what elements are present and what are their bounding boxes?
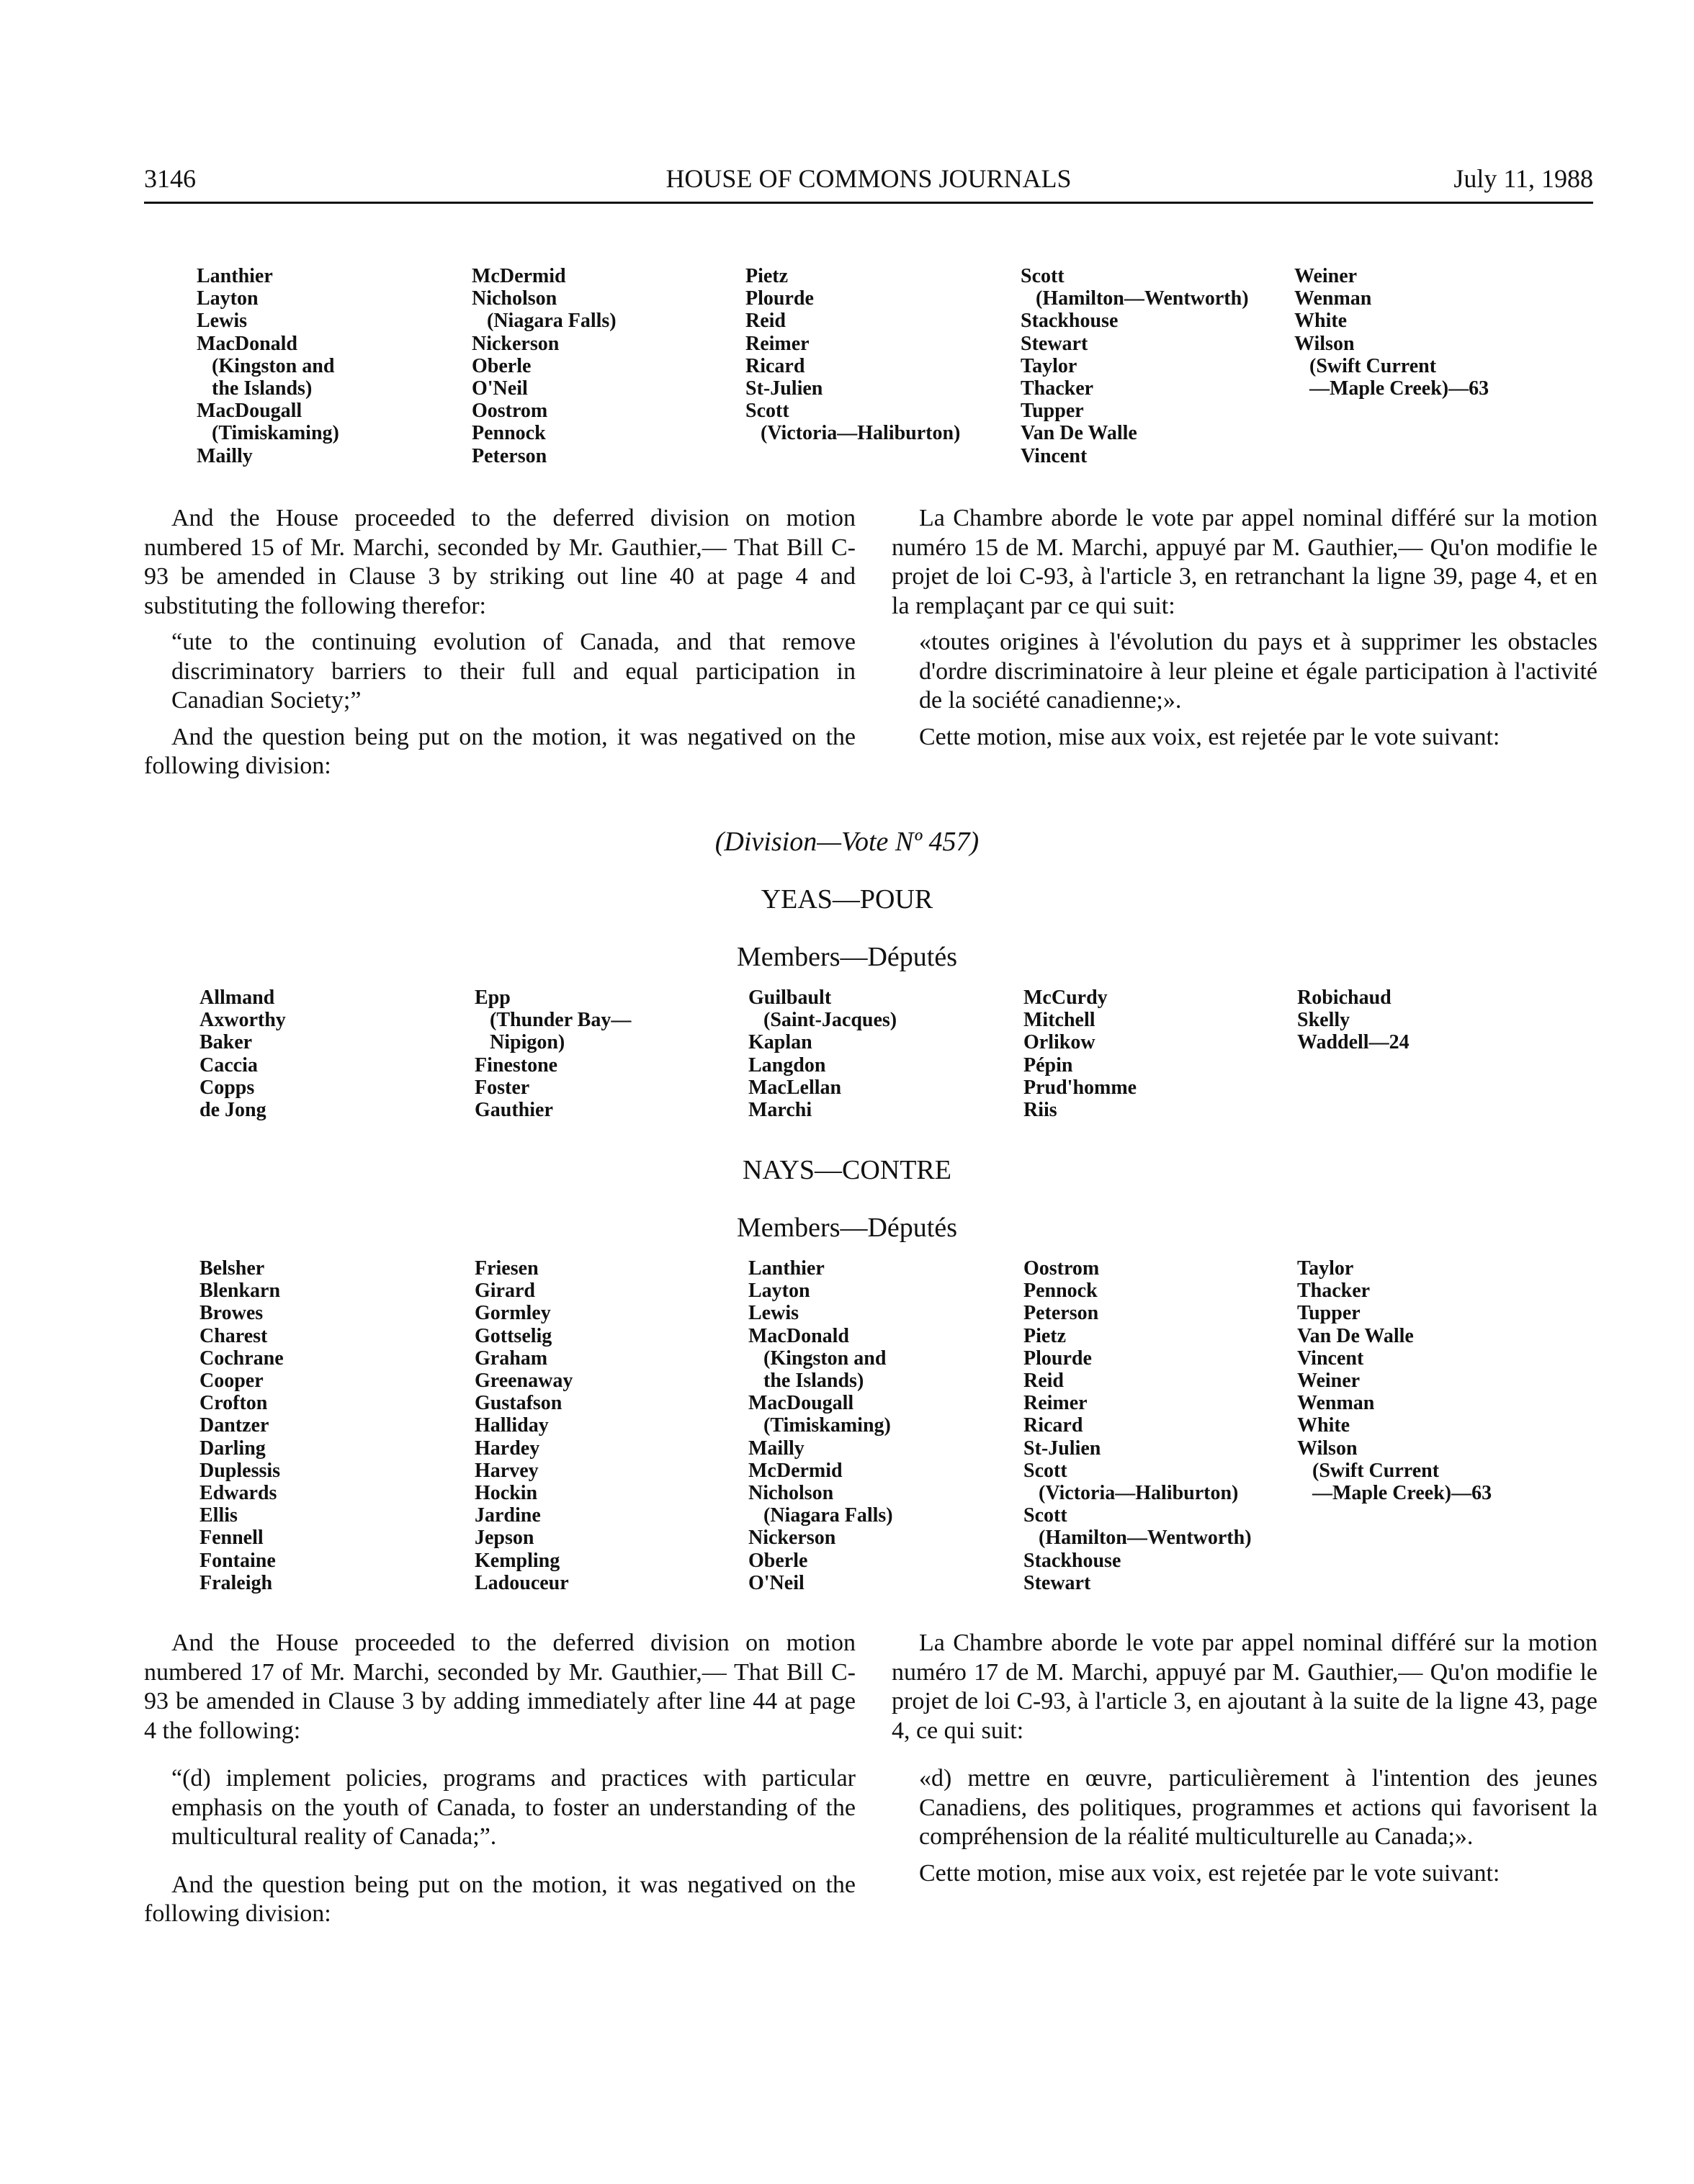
motion-quote: «d) mettre en œuvre, particulièrement à l'intention des jeunes Canadiens, des politiques, programmes et actions qui favorisent la compréhension de la réalité multiculturelle au Canada;». — [919, 1765, 1597, 1850]
motion-intro: La Chambre aborde le vote par appel nominal différé sur la motion numéro 15 de M. Marchi, appuyé par M. Gauthier,— Qu'on modifie le projet de loi C-93, à l'article 3, en retranchant la ligne 39, page 4, et en la remplaçant par ce qui suit: — [892, 505, 1597, 619]
page-number: 3146 — [144, 164, 196, 193]
name-column: Epp (Thunder Bay— Nipigon) Finestone Foster Gauthier — [475, 987, 632, 1122]
page-date: July 11, 1988 — [1453, 164, 1593, 193]
members-heading: Members—Députés — [736, 1213, 958, 1243]
journal-title: HOUSE OF COMMONS JOURNALS — [666, 164, 1072, 193]
motion-quote: «toutes origines à l'évolution du pays et à supprimer les obstacles d'ordre discriminatoire à leur pleine et égale participation à l'activité de la société canadienne;». — [919, 629, 1597, 714]
motion-result: And the question being put on the motion, it was negatived on the following division: — [144, 723, 856, 779]
name-column: Lanthier Layton Lewis MacDonald (Kingston and the Islands) MacDougall (Timiskaming) Mailly — [197, 265, 339, 467]
carryover-name-list — [197, 265, 1525, 467]
header-rule — [144, 202, 1593, 204]
nays-heading: NAYS—CONTRE — [743, 1155, 951, 1185]
name-column: McCurdy Mitchell Orlikow Pépin Prud'homme Riis — [1023, 987, 1137, 1122]
motion-17-french — [892, 1629, 1597, 1888]
name-column: Guilbault (Saint-Jacques) Kaplan Langdon MacLellan Marchi — [748, 987, 897, 1122]
yeas-heading: YEAS—POUR — [761, 884, 933, 915]
name-column: Belsher Blenkarn Browes Charest Cochrane Cooper Crofton Dantzer Darling Duplessis Edwards Ellis Fennell Fontaine Fraleigh — [200, 1257, 284, 1594]
motion-17-english — [144, 1629, 856, 1929]
name-column: Pietz Plourde Reid Reimer Ricard St-Julien Scott (Victoria—Haliburton) — [745, 265, 961, 445]
motion-result: Cette motion, mise aux voix, est rejetée par le vote suivant: — [919, 1859, 1500, 1887]
division-title: (Division—Vote Nº 457) — [714, 827, 980, 857]
name-column: Weiner Wenman White Wilson (Swift Current —Maple Creek)—63 — [1294, 265, 1489, 400]
name-column: McDermid Nicholson (Niagara Falls) Nickerson Oberle O'Neil Oostrom Pennock Peterson — [472, 265, 617, 467]
name-column: Friesen Girard Gormley Gottselig Graham Greenaway Gustafson Halliday Hardey Harvey Hockin Jardine Jepson Kempling Ladouceur — [475, 1257, 573, 1594]
motion-intro: And the House proceeded to the deferred division on motion numbered 17 of Mr. Marchi, seconded by Mr. Gauthier,— That Bill C-93 be amended in Clause 3 by adding immediately after line 44 at page 4 the following: — [144, 1630, 856, 1744]
motion-quote: “ute to the continuing evolution of Canada, and that remove discriminatory barriers to their full and equal participation in Canadian Society;” — [171, 629, 856, 714]
yeas-name-list — [200, 987, 1528, 1121]
motion-intro: La Chambre aborde le vote par appel nominal différé sur la motion numéro 17 de M. Marchi, appuyé par M. Gauthier,— Qu'on modifie le projet de loi C-93, à l'article 3, en ajoutant à la suite de la ligne 43, page 4, ce qui suit: — [892, 1630, 1597, 1744]
nays-name-list — [200, 1257, 1528, 1594]
page-header — [144, 163, 1593, 206]
name-column: Oostrom Pennock Peterson Pietz Plourde Reid Reimer Ricard St-Julien Scott (Victoria—Haliburton) Scott (Hamilton—Wentworth) Stackhouse Stewart — [1023, 1257, 1252, 1594]
name-column: Allmand Axworthy Baker Caccia Copps de Jong — [200, 987, 286, 1122]
members-heading: Members—Députés — [736, 942, 958, 972]
motion-15-french — [892, 504, 1597, 752]
motion-result: And the question being put on the motion, it was negatived on the following division: — [144, 1871, 856, 1927]
motion-intro: And the House proceeded to the deferred division on motion numbered 15 of Mr. Marchi, seconded by Mr. Gauthier,— That Bill C-93 be amended in Clause 3 by striking out line 40 at page 4 and substituting the following therefor: — [144, 505, 856, 619]
name-column: Lanthier Layton Lewis MacDonald (Kingston and the Islands) MacDougall (Timiskaming) Mailly McDermid Nicholson (Niagara Falls) Nickerson Oberle O'Neil — [748, 1257, 893, 1594]
name-column: Taylor Thacker Tupper Van De Walle Vincent Weiner Wenman White Wilson (Swift Current —Maple Creek)—63 — [1297, 1257, 1492, 1505]
motion-result: Cette motion, mise aux voix, est rejetée par le vote suivant: — [919, 723, 1500, 750]
name-column: Robichaud Skelly Waddell—24 — [1297, 987, 1410, 1054]
motion-quote: “(d) implement policies, programs and practices with particular emphasis on the youth of Canada, to foster an understanding of the multicultural reality of Canada;”. — [171, 1765, 856, 1850]
motion-15-english — [144, 504, 856, 781]
name-column: Scott (Hamilton—Wentworth) Stackhouse Stewart Taylor Thacker Tupper Van De Walle Vincent — [1021, 265, 1249, 467]
